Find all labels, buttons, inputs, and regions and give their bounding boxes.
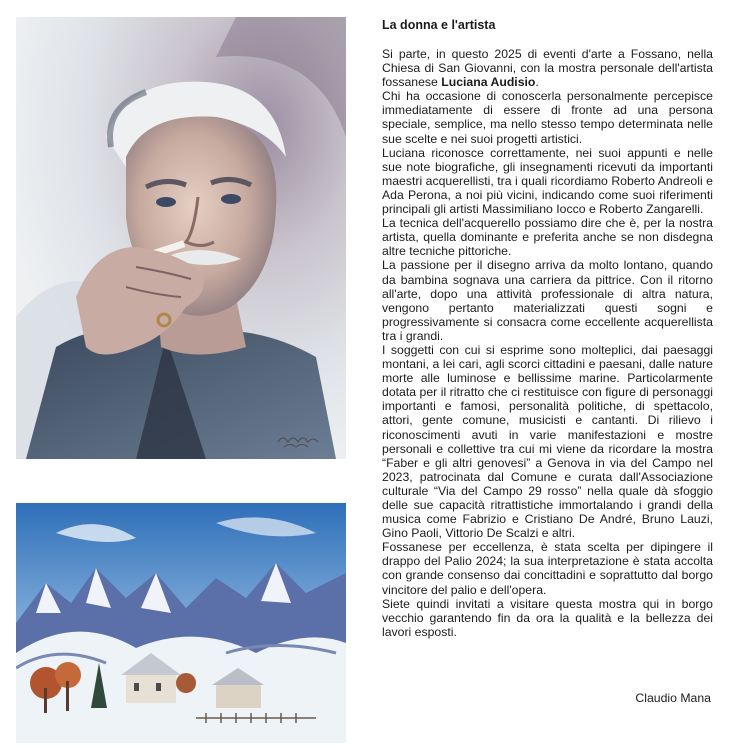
portrait-drawing <box>16 17 346 459</box>
article <box>382 18 713 639</box>
article-intro <box>382 47 713 89</box>
intro-text: Si parte, in questo 2025 di eventi d'arte a Fossano, nella Chiesa di San Giovanni, con la mostra personale dell'artista fossanese <box>382 47 713 90</box>
landscape-drawing <box>16 503 346 743</box>
article-paragraph: Chi ha occasione di conoscerla personalmente percepisce immediatamente di essere di fronte ad una persona speciale, semplice, ma nello stesso tempo determinata nelle sue scelte e nei suoi progetti artistici. <box>382 89 713 146</box>
article-paragraph: Luciana riconosce correttamente, nei suoi appunti e nelle sue note biografiche, gli insegnamenti ricevuti da importanti maestri acquerellisti, tra i quali ricordiamo Roberto Andreoli e Ada Perona, a noi più vicini, indicando come suoi riferimenti principali gli artisti Massimiliano Iocco e Roberto Zangarelli. <box>382 145 713 217</box>
portrait-watercolor <box>16 17 346 459</box>
artist-name: Luciana Audisio <box>441 75 536 90</box>
article-paragraph: Siete quindi invitati a visitare questa mostra qui in borgo vecchio garantendo fin da ora la qualità e la bellezza dei lavori esposti. <box>382 596 713 639</box>
article-paragraph: I soggetti con cui si esprime sono molteplici, dai paesaggi montani, a lei cari, agli scorci cittadini e paesani, dalle nature morte alle luminose e bellissime marine. Particolarmente dotata per il ritratto che ci restituisce con figure di personaggi importanti e famosi, personalità politiche, di spettacolo, attori, gente comune, musicisti e cantanti. Di rilievo i riconoscimenti avuti in varie manifestazioni e mostre personali e collettive tra cui mi viene da ricordare la mostra “Faber e gli altri genovesi” a Genova in via del Campo nel 2023, patrocinata dal Comune e curata dall'Associazione culturale “Via del Campo 29 rosso” nella quale dà sfoggio delle sue capacità ritrattistiche immortalando i grandi della musica come Fabrizio e Cristiano De André, Bruno Lauzi, Gino Paoli, Vittorio De Scalzi e altri. <box>382 342 713 541</box>
article-title: La donna e l'artista <box>382 18 496 32</box>
author-signature: Claudio Mana <box>635 691 711 705</box>
article-paragraph: La tecnica dell'acquerello possiamo dire che è, per la nostra artista, quella dominante e preferita anche se non disdegna altre tecniche pittoriche. <box>382 216 713 259</box>
intro-end: . <box>535 75 539 90</box>
landscape-watercolor <box>16 503 346 743</box>
article-paragraph: Fossanese per eccellenza, è stata scelta per dipingere il drappo del Palio 2024; la sua interpretazione è stata accolta con grande consenso dai concittadini e soprattutto dal borgo vincitore del palio e dell'opera. <box>382 540 713 597</box>
article-paragraph: La passione per il disegno arriva da molto lontano, quando da bambina sognava una carriera da pittrice. Con il ritorno all'arte, dopo una attività professionale di altra natura, vengono pertanto materializzati questi sogni e progressivamente si consacra come eccellente acquerellista tra i grandi. <box>382 258 713 343</box>
